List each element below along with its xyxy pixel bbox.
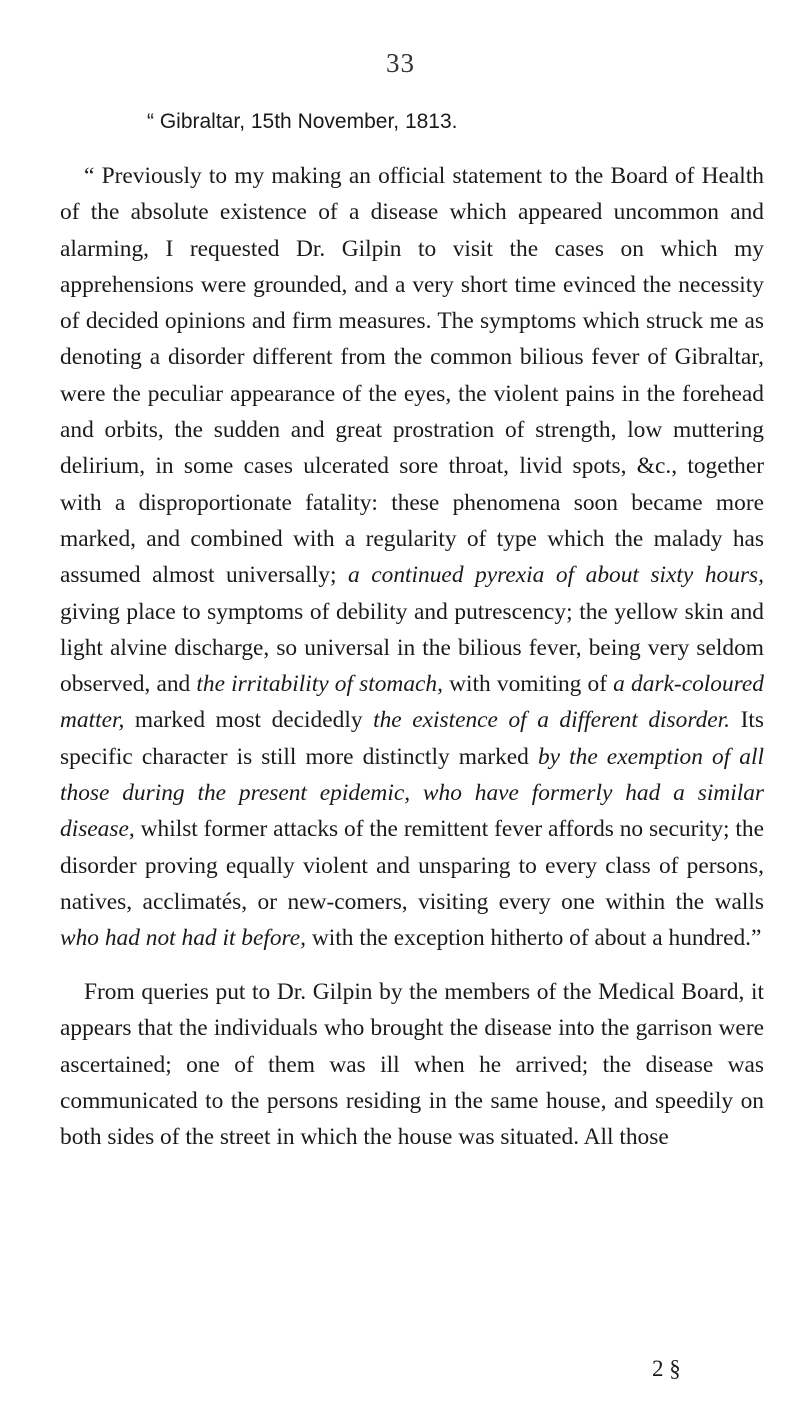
- text-run: “ Previously to my making an official statement to the Board of Health of the absolute existence of a disease which appeared uncommon and alarming, I requested Dr. Gilpin to visit the cases on which my apprehensions were grounded, and a very short time evinced the necessity of decided opinions and firm measures. The symptoms which struck me as denoting a disorder different from the common bilious fever of Gibraltar, were the peculiar appearance of the eyes, the violent pains in the forehead and orbits, the sudden and great prostration of strength, low muttering delirium, in some cases ulcerated sore throat, livid spots, &c., together with a disproportionate fatality: these phenomena soon became more marked, and combined with a regularity of type which the malady has assumed almost universally;: [60, 163, 764, 589]
- letter-dateline: “ Gibraltar, 15th November, 1813.: [147, 110, 458, 133]
- italic-run: the irritability of stomach,: [196, 671, 443, 698]
- italic-run: a dark-coloured matter,: [60, 671, 764, 734]
- text-run: marked most decidedly: [134, 707, 363, 734]
- italic-run: the existence of a different disorder.: [373, 707, 731, 734]
- page-number: 33: [386, 48, 415, 78]
- text-run: with the exception hitherto of about a hundred.”: [311, 925, 762, 952]
- italic-run: a continued pyrexia of about sixty hours,: [348, 562, 765, 589]
- italic-run: who had not had it before,: [60, 925, 307, 952]
- text-run: whilst former attacks of the remittent fever affords no security; the disorder proving equally violent and unsparing to every class of persons, natives, acclimatés, or new-comers, visiting every one within the walls: [60, 816, 765, 915]
- italic-run: by the exemption of all those during the present epidemic, who have formerly had a similar disease,: [60, 743, 764, 843]
- letter-paragraph: [60, 158, 764, 957]
- catchword: 2 §: [652, 1356, 681, 1381]
- text-run: giving place to symptoms of debility and putrescency; the yellow skin and light alvine discharge, so universal in the bilious fever, being very seldom observed, and: [60, 598, 764, 698]
- narrative-paragraph: From queries put to Dr. Gilpin by the members of the Medical Board, it appears that the individuals who brought the disease into the garrison were ascertained; one of them was ill when he arrived; the disease was communicated to the persons residing in the same house, and speedily on both sides of the street in which the house was situated. All those: [60, 979, 764, 1151]
- text-run: Its specific character is still more distinctly marked: [60, 707, 764, 770]
- text-run: with vomiting of: [449, 671, 607, 698]
